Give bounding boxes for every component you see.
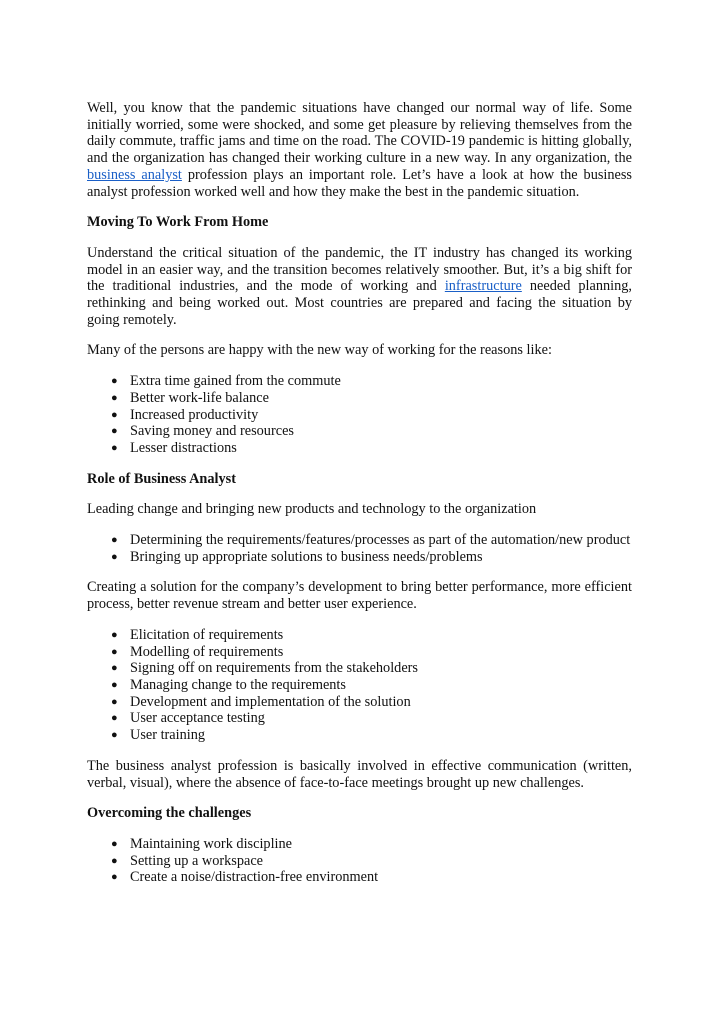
role-list-2 — [87, 627, 632, 744]
bullet-icon: ● — [111, 425, 118, 438]
bullet-icon: ● — [111, 854, 118, 867]
role-paragraph-3: The business analyst profession is basically involved in effective communication (written, verbal, visual), where the absence of face-to-face meetings brought up new challenges. — [87, 757, 632, 791]
list-item: ● Increased productivity — [111, 406, 259, 423]
role-paragraph-2: Creating a solution for the company’s development to bring better performance, more efficient process, better revenue stream and better user experience. — [87, 579, 632, 613]
list-item: ● Lesser distractions — [111, 439, 237, 456]
intro-text-start: Well, you know that the pandemic situations have changed our normal way of life. Some initially worried, some were shocked, and some get pleasure by relieving themselves from the daily commute, traffic jams and time on the road. The COVID-19 pandemic is hitting globally, and the organization has changed their working culture in a new way. In any organization, the — [87, 100, 632, 167]
challenges-list — [87, 836, 632, 886]
list-item: ● Better work-life balance — [111, 389, 269, 406]
infrastructure-link[interactable]: infrastructure — [444, 278, 522, 295]
intro-paragraph — [87, 100, 632, 200]
role-paragraph-1: Leading change and bringing new products and technology to the organization — [87, 501, 537, 518]
list-item: ● Bringing up appropriate solutions to business needs/problems — [111, 548, 483, 565]
list-item: ● Maintaining work discipline — [111, 835, 293, 852]
bullet-icon: ● — [111, 729, 118, 742]
bullet-icon: ● — [111, 871, 118, 884]
list-item: ● Create a noise/distraction-free environment — [111, 869, 379, 886]
list-item: ● Managing change to the requirements — [111, 676, 346, 693]
bullet-icon: ● — [111, 391, 118, 404]
document-page — [87, 100, 632, 900]
list-item: ● Modelling of requirements — [111, 643, 284, 660]
wfh-text-start: Understand the critical situation of the pandemic, the IT industry has changed its working model in an easier way, and the transition becomes relatively smoother. But, it’s a big shift for the traditional industries, and the mode of working and — [87, 244, 632, 295]
list-item: ● Elicitation of requirements — [111, 626, 284, 643]
list-item: ● Determining the requirements/features/processes as part of the automation/new product — [111, 532, 631, 549]
bullet-icon: ● — [111, 408, 118, 421]
heading-role-business-analyst: Role of Business Analyst — [87, 470, 236, 487]
list-item: ● User acceptance testing — [111, 710, 265, 727]
bullet-icon: ● — [111, 441, 118, 454]
list-item: ● Extra time gained from the commute — [111, 373, 341, 390]
list-item: ● Signing off on requirements from the stakeholders — [111, 660, 418, 677]
role-list-1 — [87, 532, 632, 565]
bullet-icon: ● — [111, 550, 118, 563]
bullet-icon: ● — [111, 837, 118, 850]
list-item: ● Setting up a workspace — [111, 852, 264, 869]
reasons-intro-paragraph: Many of the persons are happy with the new way of working for the reasons like: — [87, 342, 552, 359]
list-item: ● Saving money and resources — [111, 423, 294, 440]
heading-overcoming-challenges: Overcoming the challenges — [87, 805, 252, 822]
bullet-icon: ● — [111, 534, 118, 547]
wfh-paragraph — [87, 245, 632, 329]
business-analyst-link[interactable]: business analyst — [87, 166, 182, 183]
list-item: ● User training — [111, 727, 206, 744]
bullet-icon: ● — [111, 678, 118, 691]
bullet-icon: ● — [111, 712, 118, 725]
list-item: ● Development and implementation of the solution — [111, 693, 411, 710]
bullet-icon: ● — [111, 662, 118, 675]
wfh-text-end: needed planning, rethinking and being worked out. Most countries are prepared and facing the situation by going remotely. — [87, 278, 632, 328]
heading-work-from-home: Moving To Work From Home — [87, 214, 269, 231]
bullet-icon: ● — [111, 695, 118, 708]
intro-text-end: profession plays an important role. Let’s have a look at how the business analyst profession worked well and how they make the best in the pandemic situation. — [87, 166, 632, 200]
bullet-icon: ● — [111, 628, 118, 641]
reasons-list — [87, 373, 632, 457]
bullet-icon: ● — [111, 645, 118, 658]
bullet-icon: ● — [111, 375, 118, 388]
